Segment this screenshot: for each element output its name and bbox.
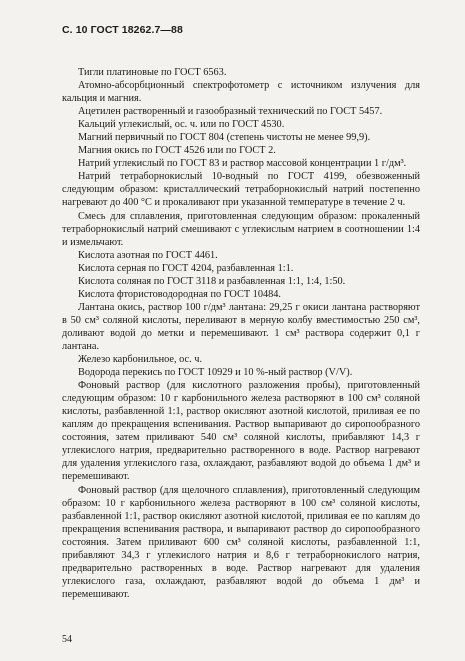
paragraph: Смесь для сплавления, приготовленная следующим образом: прокаленный тетраборнокислый натрий смешивают с углекислым натрием в соотношении 1:4 и измельчают. [62, 210, 420, 248]
paragraph: Натрий углекислый по ГОСТ 83 и раствор массовой концентрации 1 г/дм³. [78, 158, 407, 170]
document-body [62, 66, 420, 601]
paragraph: Водорода перекись по ГОСТ 10929 и 10 %-ный раствор (V/V). [78, 367, 353, 379]
paragraph: Фоновый раствор (для щелочного сплавления), приготовленный следующим образом: 10 г карбонильного железа растворяют в 100 см³ соляной кислоты, разбавленной 1:1, раствор окисляют азотной кислотой, приливая ее по каплям до прекращения вспенивания раствора, и выпаривают раствор до сиропообразного состояния. Затем приливают 600 см³ соляной кислоты, разбавленной 1:1, прибавляют 34,3 г углекислого натрия и 8,6 г тетраборнокислого натрия, предварительно растворенных в воде. Раствор нагревают для удаления углекислого газа, охлаждают, разбавляют водой до объема 1 дм³ и перемешивают. [62, 484, 420, 600]
paragraph: Кислота азотная по ГОСТ 4461. [78, 249, 218, 261]
paragraph: Кальций углекислый, ос. ч. или по ГОСТ 4530. [78, 119, 285, 131]
paragraph: Магний первичный по ГОСТ 804 (степень чистоты не менее 99,9). [78, 132, 371, 144]
paragraph: Атомно-абсорбционный спектрофотометр с источником излучения для кальция и магния. [62, 80, 420, 105]
paragraph: Кислота серная по ГОСТ 4204, разбавленная 1:1. [78, 262, 294, 274]
page-label: С. 10 [62, 24, 88, 36]
paragraph: Кислота фтористоводородная по ГОСТ 10484. [78, 288, 281, 300]
paragraph: Железо карбонильное, ос. ч. [78, 354, 203, 366]
paragraph: Тигли платиновые по ГОСТ 6563. [78, 67, 227, 78]
page-number: 54 [62, 634, 72, 645]
page-header [62, 24, 183, 36]
paragraph: Натрий тетраборнокислый 10-водный по ГОСТ 4199, обезвоженный следующим образом: кристаллический тетраборнокислый натрий постепенно нагревают до 400 °С и прокаливают при указанной температуре в течение 2 ч. [62, 171, 420, 209]
paragraph: Магния окись по ГОСТ 4526 или по ГОСТ 2. [78, 145, 276, 157]
paragraph: Фоновый раствор (для кислотного разложения пробы), приготовленный следующим образом: 10 г карбонильного железа растворяют в 100 см³ соляной кислоты, разбавленной 1:1, раствор окисляют азотной кислотой, приливая ее по каплям до прекращения вспенивания. Раствор выпаривают до сиропообразного состояния, затем приливают 540 см³ соляной кислоты, прибавляют 14,3 г углекислого натрия, предварительно растворенного в воде. Раствор нагревают для удаления углекислого газа, охлаждают, разбавляют водой до объема 1 дм³ и перемешивают. [62, 380, 420, 483]
paragraph: Кислота соляная по ГОСТ 3118 и разбавленная 1:1, 1:4, 1:50. [78, 275, 346, 287]
paragraph: Ацетилен растворенный и газообразный технический по ГОСТ 5457. [78, 106, 383, 118]
standard-number: ГОСТ 18262.7—88 [90, 24, 183, 36]
paragraph: Лантана окись, раствор 100 г/дм³ лантана: 29,25 г окиси лантана растворяют в 50 см³ соляной кислоты, переливают в мерную колбу вместимостью 250 см³, доливают водой до метки и перемешивают. 1 см³ раствора содержит 0,1 г лантана. [62, 301, 420, 352]
